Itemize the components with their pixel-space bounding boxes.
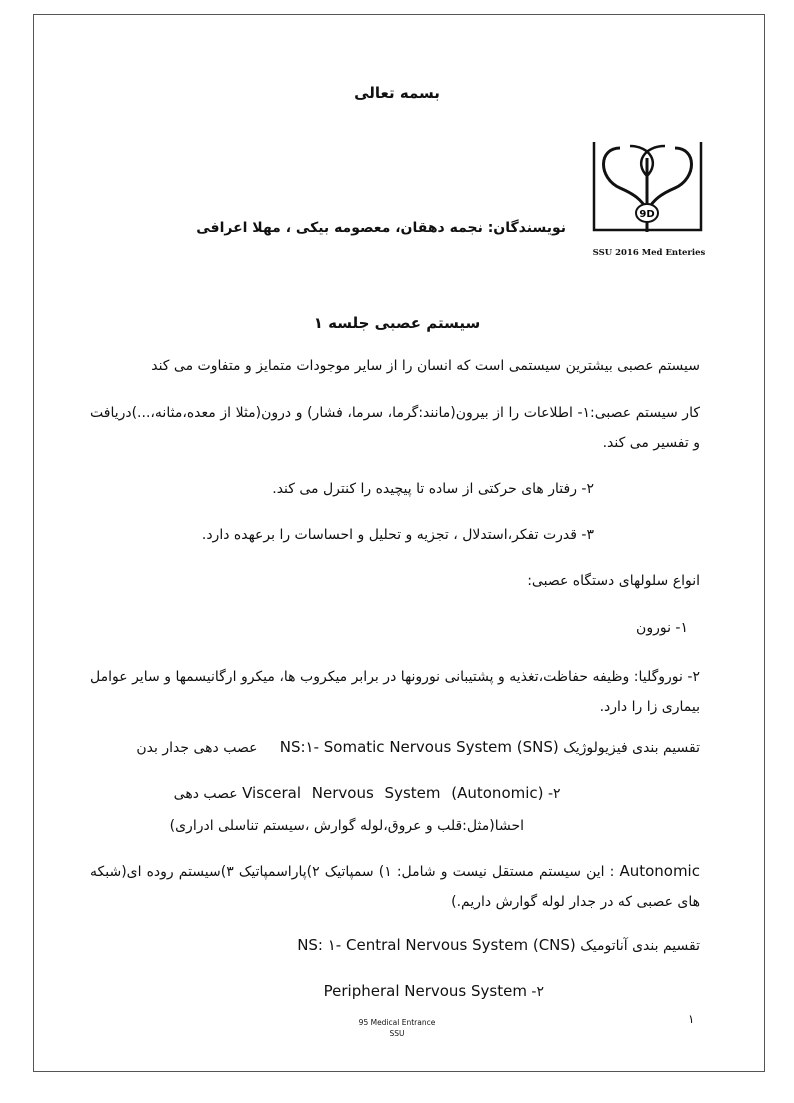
visceral-term: Visceral Nervous System (Autonomic) (242, 784, 544, 802)
central-term: NS: ۱- Central Nervous System (CNS) (297, 936, 576, 954)
footer-line-2: SSU (389, 1029, 405, 1038)
anatomical-label: تقسیم بندی آناتومیک (580, 938, 700, 954)
anatomical-classification (90, 936, 700, 954)
paragraph-neuroglia: ۲- نوروگلیا: وظیفه حفاظت،تغذیه و پشتیبانی نورونها در برابر میکروب ها، میکرو ارگانیسمها و سایر عوامل بیماری زا را دارد. (90, 669, 700, 715)
autonomic-description: : این سیستم مستقل نیست و شامل: ۱) سمپاتیک ۲)پاراسمپاتیک ۳)سیستم روده ای(شبکه های عصبی که در جدار لوله گوارش داریم.) (90, 864, 700, 910)
paragraph-autonomic (90, 856, 700, 917)
paragraph-neuron: ۱- نورون (636, 620, 688, 636)
visceral-line-2: احشا(مثل:قلب و عروق،لوله گوارش ،سیستم تناسلی ادراری) (169, 818, 524, 834)
peripheral-number: ۲- (531, 984, 544, 1000)
footer-line-1: 95 Medical Entrance (358, 1018, 436, 1027)
authors: نویسندگان: نجمه دهقان، معصومه بیکی ، مهلا اعرافی (196, 220, 566, 236)
paragraph-functions: کار سیستم عصبی:۱- اطلاعات را از بیرون(مانند:گرما، سرما، فشار) و درون(مثلا از معده،مثانه،...)دریافت و تفسیر می کند. (90, 405, 700, 451)
svg-text:9D: 9D (639, 209, 655, 220)
paragraph-cell-types: انواع سلولهای دستگاه عصبی: (527, 573, 700, 589)
peripheral-line (144, 982, 544, 1000)
visceral-number: ۲- (547, 786, 561, 802)
paragraph-function-3: ۳- قدرت تفکر،استدلال ، تجزیه و تحلیل و احساسات را برعهده دارد. (201, 527, 594, 543)
visceral-description: عصب دهی (173, 786, 238, 802)
page-number: ۱ (688, 1012, 695, 1026)
page-heading: بسمه تعالی (354, 84, 440, 102)
caduceus-heart-logo (590, 138, 705, 236)
classification-label: تقسیم بندی فیزیولوژیک (563, 740, 700, 756)
logo-caption: SSU 2016 Med Enteries (592, 248, 706, 258)
section-title: سیستم عصبی جلسه ۱ (313, 314, 481, 332)
visceral-line (90, 784, 700, 802)
autonomic-term: Autonomic (619, 862, 700, 880)
physiological-classification (90, 738, 700, 756)
paragraph-intro: سیستم عصبی بیشترین سیستمی است که انسان را از سایر موجودات متمایز و متفاوت می کند (151, 358, 700, 374)
peripheral-term: Peripheral Nervous System (323, 982, 527, 1000)
somatic-term: NS:۱- Somatic Nervous System (SNS) (279, 738, 559, 756)
somatic-description: عصب دهی جدار بدن (136, 740, 258, 756)
paragraph-function-2: ۲- رفتار های حرکتی از ساده تا پیچیده را کنترل می کند. (272, 481, 594, 497)
